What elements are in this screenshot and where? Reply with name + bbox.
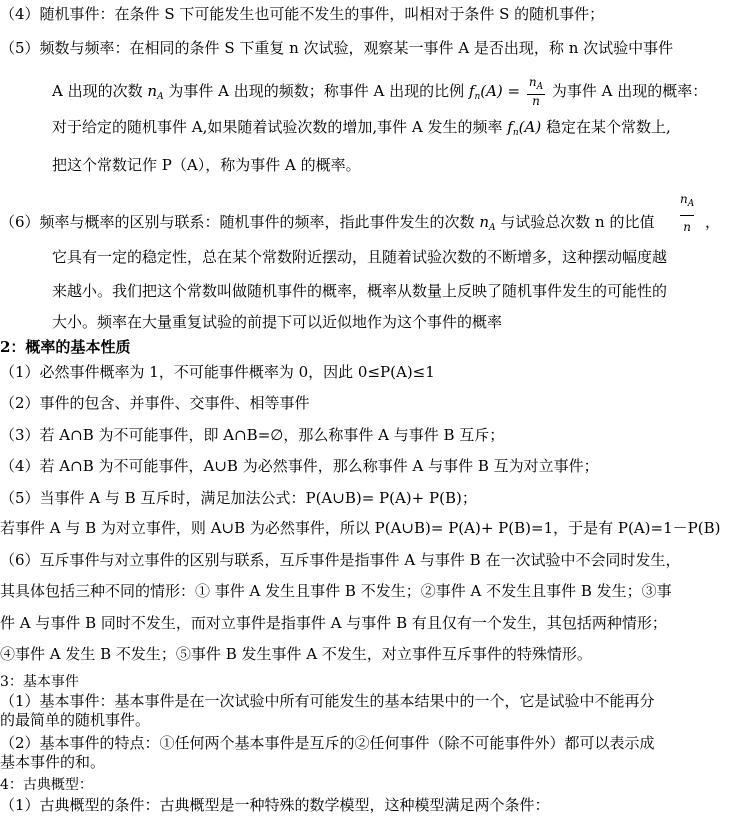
line-property-5: （5）当事件 A 与 B 互斥时，满足加法公式：P(A∪B)= P(A)+ P(B)； — [0, 489, 477, 507]
line-approximation: 大小。频率在大量重复试验的前提下可以近似地作为这个事件的概率 — [52, 313, 503, 331]
line-probability-stability: 对于给定的随机事件 A,如果随着试验次数的增加,事件 A 发生的频率 $f_n(A)$ 稳定在某个常数上, — [52, 118, 671, 138]
heading-basic-properties: 2：概率的基本性质 — [0, 338, 131, 356]
line-basic-event-def: （1）基本事件：基本事件是在一次试验中所有可能发生的基本结果中的一个，它是试验中不能再分 — [0, 692, 655, 710]
line-property-3: （3）若 A∩B 为不可能事件，即 A∩B=∅，那么称事件 A 与事件 B 互斥； — [0, 426, 505, 444]
line-stability: 它具有一定的稳定性，总在某个常数附近摆动，且随着试验次数的不断增多，这种摆动幅度越 — [52, 248, 668, 266]
line-property-1: （1）必然事件概率为 1，不可能事件概率为 0，因此 0≤P(A)≤1 — [0, 363, 435, 381]
line-property-complement: 若事件 A 与 B 为对立事件，则 A∪B 为必然事件，所以 P(A∪B)= P(A)+ P(B)=1，于是有 P(A)=1－P(B) — [0, 519, 721, 537]
heading-classical-model: 4：古典概型： — [0, 777, 93, 793]
ratio-fraction: $n_A$ n — [680, 192, 695, 234]
line-basic-event-traits-cont: 基本事件的和。 — [0, 753, 106, 771]
ratio-comma: ， — [705, 213, 721, 231]
heading-basic-events: 3：基本事件 — [0, 674, 79, 690]
frequency-fraction: $\frac{n_A}{n}$ — [528, 75, 544, 108]
line-property-6-cases: 其具体包括三种不同的情形：① 事件 A 发生且事件 B 不发生；②事件 A 不发生且事件 B 发生；③事 — [0, 582, 672, 600]
line-probability-notation: 把这个常数记作 P（A），称为事件 A 的概率。 — [52, 156, 361, 174]
line-random-event: （4）随机事件：在条件 S 下可能发生也可能不发生的事件，叫相对于条件 S 的随机事件； — [0, 5, 605, 23]
line-property-2: （2）事件的包含、并事件、交事件、相等事件 — [0, 394, 310, 412]
line-frequency-count: A 出现的次数 $n_A$ 为事件 A 出现的频数；称事件 A 出现的比例 $f_n(A)$ = $\frac{n_A}{n}$ 为事件 A 出现的概率： — [52, 75, 708, 108]
line-frequency-definition: （5）频数与频率：在相同的条件 S 下重复 n 次试验，观察某一事件 A 是否出现，称 n 次试验中事件 — [0, 39, 674, 57]
line-property-6-cont: 件 A 与事件 B 同时不发生，而对立事件是指事件 A 与事件 B 有且仅有一个发生，其包括两种情形； — [0, 614, 667, 632]
line-property-6-end: ④事件 A 发生 B 不发生；⑤事件 B 发生事件 A 不发生，对立事件互斥事件的特殊情形。 — [0, 645, 592, 663]
line-classical-conditions: （1）古典概型的条件：古典概型是一种特殊的数学模型，这种模型满足两个条件： — [0, 796, 550, 814]
line-basic-event-def-cont: 的最简单的随机事件。 — [0, 711, 151, 729]
line-freq-vs-prob: （6）频率与概率的区别与联系：随机事件的频率，指此事件发生的次数 $n_A$ 与试验总次数 n 的比值 — [0, 213, 655, 233]
line-property-4: （4）若 A∩B 为不可能事件，A∪B 为必然事件，那么称事件 A 与事件 B 互为对立事件； — [0, 457, 599, 475]
line-basic-event-traits: （2）基本事件的特点：①任何两个基本事件是互斥的②任何事件（除不可能事件外）都可以表示成 — [0, 734, 655, 752]
line-probability-meaning: 来越小。我们把这个常数叫做随机事件的概率，概率从数量上反映了随机事件发生的可能性的 — [52, 282, 668, 300]
line-property-6: （6）互斥事件与对立事件的区别与联系，互斥事件是指事件 A 与事件 B 在一次试验中不会同时发生， — [0, 551, 681, 569]
